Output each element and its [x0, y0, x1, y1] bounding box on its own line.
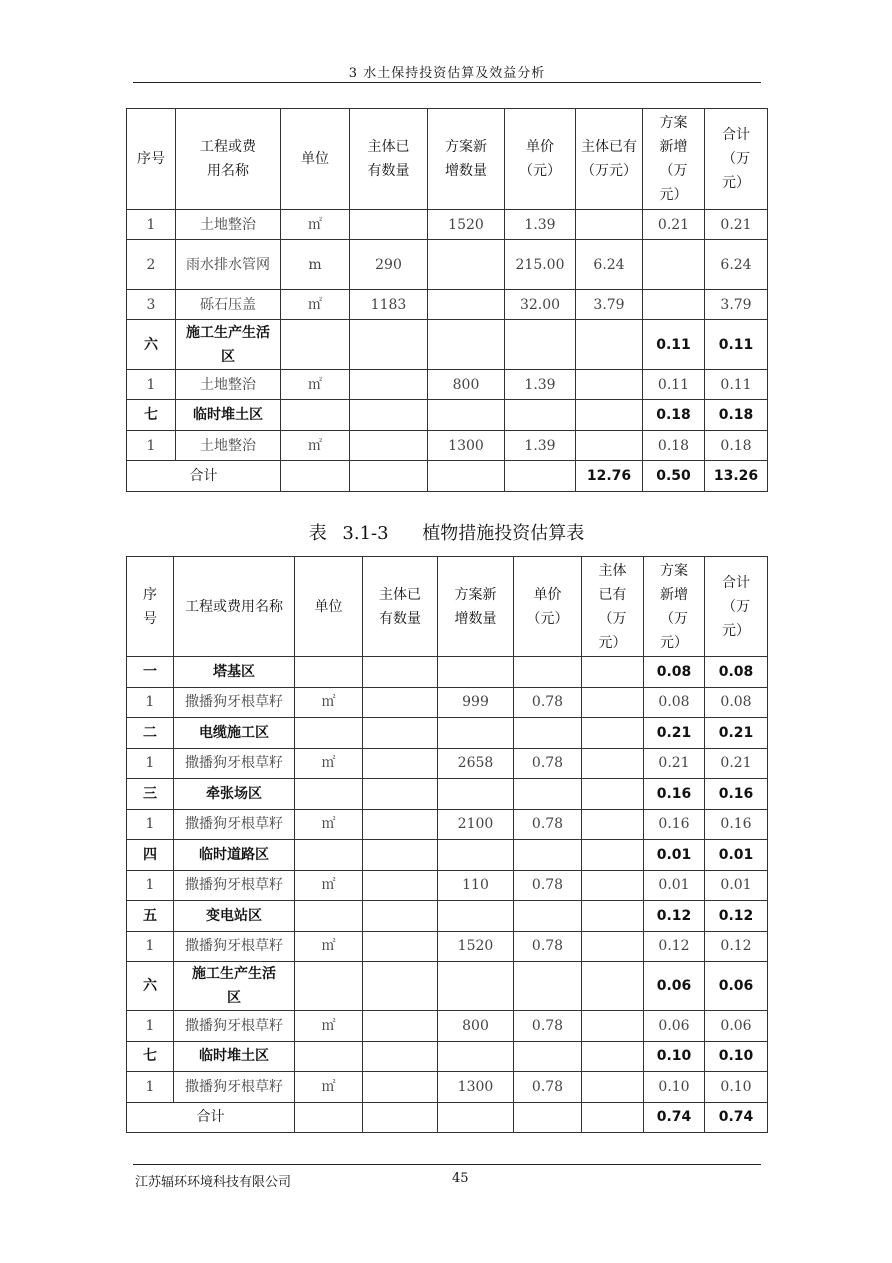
header-cell: 方案新增数量 — [438, 557, 514, 657]
row-name: 塔基区 — [174, 657, 295, 688]
row-name: 撒播狗牙根草籽 — [174, 931, 295, 962]
header-cell: 方案新增数量 — [428, 109, 505, 210]
total-label: 合计 — [127, 461, 281, 492]
row-unit — [295, 657, 363, 688]
row-unit — [295, 779, 363, 810]
row-existing-cost — [582, 809, 644, 840]
row-existing-cost: 3.79 — [576, 290, 643, 320]
row-new-qty — [438, 657, 514, 688]
row-new-qty: 1520 — [428, 210, 505, 240]
row-total: 0.08 — [705, 657, 768, 688]
row-total: 0.10 — [705, 1072, 768, 1103]
footer-company: 江苏辐环环境科技有限公司 — [135, 1175, 292, 1190]
page-number: 45 — [452, 1171, 469, 1186]
row-unit: m — [281, 240, 350, 290]
row-total: 0.11 — [705, 370, 768, 400]
header-cell: 方案新增（万元） — [643, 109, 705, 210]
row-new-cost: 0.12 — [644, 901, 705, 932]
row-total: 0.06 — [705, 962, 768, 1011]
header-cell: 工程或费用名称 — [176, 109, 281, 210]
row-new-qty: 110 — [438, 870, 514, 901]
row-new-cost: 0.21 — [643, 210, 705, 240]
row-total: 6.24 — [705, 240, 768, 290]
row-total: 0.16 — [705, 779, 768, 810]
row-name: 撒播狗牙根草籽 — [174, 687, 295, 718]
footer-divider — [133, 1164, 761, 1165]
section-total: 0.18 — [705, 400, 768, 431]
row-new-cost: 0.08 — [644, 687, 705, 718]
row-price — [505, 400, 576, 431]
header-cell: 主体已有数量 — [350, 109, 428, 210]
row-number: 1 — [127, 370, 176, 400]
header-cell: 序号 — [127, 109, 176, 210]
row-total: 0.01 — [705, 840, 768, 871]
row-total: 0.12 — [705, 931, 768, 962]
row-number: 一 — [127, 657, 174, 688]
row-total: 3.79 — [705, 290, 768, 320]
row-new-cost: 0.18 — [643, 431, 705, 461]
table-row — [127, 370, 768, 400]
row-unit — [295, 901, 363, 932]
row-existing-qty — [363, 870, 438, 901]
row-price: 0.78 — [514, 870, 582, 901]
row-existing-cost — [582, 779, 644, 810]
row-existing-qty — [363, 1072, 438, 1103]
row-new-cost: 0.10 — [644, 1041, 705, 1072]
row-existing-cost — [576, 400, 643, 431]
row-unit — [295, 840, 363, 871]
section-new-cost: 0.18 — [643, 400, 705, 431]
row-number: 五 — [127, 901, 174, 932]
row-new-qty — [428, 290, 505, 320]
row-unit: ㎡ — [295, 870, 363, 901]
row-number: 1 — [127, 931, 174, 962]
header-cell: 单价（元） — [505, 109, 576, 210]
empty-cell — [438, 1102, 514, 1132]
section-total: 0.11 — [705, 320, 768, 370]
row-name: 撒播狗牙根草籽 — [174, 748, 295, 779]
row-existing-qty — [350, 370, 428, 400]
table-row — [127, 431, 768, 461]
row-unit — [295, 962, 363, 1011]
row-new-cost — [643, 240, 705, 290]
header-cell: 单位 — [281, 109, 350, 210]
row-total: 0.01 — [705, 870, 768, 901]
row-unit — [295, 1041, 363, 1072]
header-cell: 单价（元） — [514, 557, 582, 657]
row-name: 临时道路区 — [174, 840, 295, 871]
row-new-cost: 0.01 — [644, 840, 705, 871]
row-existing-qty — [363, 748, 438, 779]
total-sum: 0.74 — [705, 1102, 768, 1132]
row-unit: ㎡ — [295, 687, 363, 718]
row-number: 1 — [127, 748, 174, 779]
row-total: 0.21 — [705, 748, 768, 779]
empty-cell — [363, 1102, 438, 1132]
row-name: 砾石压盖 — [176, 290, 281, 320]
section-new-cost: 0.11 — [643, 320, 705, 370]
total-label: 合计 — [127, 1102, 295, 1132]
row-new-cost: 0.21 — [644, 748, 705, 779]
row-name: 撒播狗牙根草籽 — [174, 1072, 295, 1103]
row-total: 0.06 — [705, 1011, 768, 1042]
row-name: 雨水排水管网 — [176, 240, 281, 290]
row-existing-qty: 1183 — [350, 290, 428, 320]
row-total: 0.21 — [705, 718, 768, 749]
section-row — [127, 779, 768, 810]
row-price — [514, 657, 582, 688]
row-new-cost — [643, 290, 705, 320]
row-price: 1.39 — [505, 431, 576, 461]
total-new-cost: 0.74 — [644, 1102, 705, 1132]
section-number: 六 — [127, 320, 176, 370]
section-row — [127, 657, 768, 688]
row-existing-cost — [582, 687, 644, 718]
table-row — [127, 240, 768, 290]
row-new-qty: 800 — [428, 370, 505, 400]
row-unit — [281, 320, 350, 370]
row-price — [514, 962, 582, 1011]
row-new-qty: 2100 — [438, 809, 514, 840]
empty-cell — [505, 461, 576, 492]
header-cell: 合计（万元） — [705, 109, 768, 210]
empty-cell — [582, 1102, 644, 1132]
row-unit — [295, 718, 363, 749]
row-total: 0.16 — [705, 809, 768, 840]
row-existing-cost — [582, 901, 644, 932]
table-row — [127, 1011, 768, 1042]
section-row — [127, 1041, 768, 1072]
row-existing-cost — [582, 657, 644, 688]
page-header-title: 3 水土保持投资估算及效益分析 — [348, 66, 546, 81]
row-unit — [281, 400, 350, 431]
row-existing-cost — [582, 931, 644, 962]
empty-cell — [350, 461, 428, 492]
section-row — [127, 840, 768, 871]
row-number: 三 — [127, 779, 174, 810]
table-row — [127, 1072, 768, 1103]
row-new-qty — [438, 779, 514, 810]
row-unit: ㎡ — [295, 748, 363, 779]
header-divider — [133, 82, 761, 83]
table-caption: 表 3.1-3 植物措施投资估算表 — [308, 523, 585, 544]
row-existing-qty — [350, 431, 428, 461]
header-cell: 单位 — [295, 557, 363, 657]
row-name: 施工生产生活区 — [174, 962, 295, 1011]
row-existing-qty — [363, 840, 438, 871]
row-price — [514, 718, 582, 749]
section-row — [127, 901, 768, 932]
row-number: 六 — [127, 962, 174, 1011]
empty-cell — [514, 1102, 582, 1132]
row-price — [514, 901, 582, 932]
section-number: 七 — [127, 400, 176, 431]
row-name: 土地整治 — [176, 431, 281, 461]
header-cell: 主体已有数量 — [363, 557, 438, 657]
row-new-cost: 0.11 — [643, 370, 705, 400]
row-unit: ㎡ — [295, 1011, 363, 1042]
row-new-qty — [428, 240, 505, 290]
row-name: 撒播狗牙根草籽 — [174, 870, 295, 901]
row-new-cost: 0.01 — [644, 870, 705, 901]
row-price: 1.39 — [505, 210, 576, 240]
row-new-cost: 0.08 — [644, 657, 705, 688]
row-total: 0.18 — [705, 431, 768, 461]
row-existing-qty — [363, 779, 438, 810]
row-existing-qty — [350, 210, 428, 240]
row-unit: ㎡ — [295, 931, 363, 962]
row-price: 0.78 — [514, 748, 582, 779]
table-row — [127, 687, 768, 718]
row-price: 1.39 — [505, 370, 576, 400]
header-cell: 主体已有（万元） — [582, 557, 644, 657]
row-new-qty: 2658 — [438, 748, 514, 779]
row-number: 四 — [127, 840, 174, 871]
empty-cell — [281, 461, 350, 492]
row-existing-qty — [363, 718, 438, 749]
row-unit: ㎡ — [281, 210, 350, 240]
row-unit: ㎡ — [281, 431, 350, 461]
section-name: 临时堆土区 — [176, 400, 281, 431]
row-new-cost: 0.06 — [644, 962, 705, 1011]
row-existing-cost — [582, 870, 644, 901]
row-new-qty — [428, 400, 505, 431]
row-existing-cost — [576, 210, 643, 240]
row-new-qty — [438, 901, 514, 932]
engineering-measures-table — [126, 108, 768, 492]
row-new-cost: 0.16 — [644, 779, 705, 810]
row-price — [514, 779, 582, 810]
row-existing-cost — [582, 840, 644, 871]
row-price — [505, 320, 576, 370]
row-number: 2 — [127, 240, 176, 290]
total-new-cost: 0.50 — [643, 461, 705, 492]
row-name: 变电站区 — [174, 901, 295, 932]
row-name: 土地整治 — [176, 370, 281, 400]
total-existing-cost: 12.76 — [576, 461, 643, 492]
row-number: 七 — [127, 1041, 174, 1072]
row-existing-qty — [363, 901, 438, 932]
row-existing-cost: 6.24 — [576, 240, 643, 290]
row-price: 0.78 — [514, 687, 582, 718]
row-new-qty: 1300 — [428, 431, 505, 461]
row-existing-qty — [363, 687, 438, 718]
row-number: 1 — [127, 870, 174, 901]
section-row — [127, 718, 768, 749]
row-unit: ㎡ — [295, 809, 363, 840]
table-row — [127, 870, 768, 901]
row-new-cost: 0.16 — [644, 809, 705, 840]
row-existing-cost — [582, 1011, 644, 1042]
row-number: 二 — [127, 718, 174, 749]
row-existing-cost — [576, 370, 643, 400]
row-number: 1 — [127, 210, 176, 240]
section-row — [127, 400, 768, 431]
row-price: 215.00 — [505, 240, 576, 290]
row-price: 0.78 — [514, 931, 582, 962]
row-new-cost: 0.10 — [644, 1072, 705, 1103]
table-row — [127, 809, 768, 840]
row-new-cost: 0.21 — [644, 718, 705, 749]
row-existing-cost — [576, 431, 643, 461]
row-existing-qty — [363, 809, 438, 840]
row-number: 1 — [127, 431, 176, 461]
row-name: 牵张场区 — [174, 779, 295, 810]
row-new-qty — [428, 320, 505, 370]
row-existing-cost — [582, 748, 644, 779]
header-cell: 方案新增（万元） — [644, 557, 705, 657]
row-existing-qty: 290 — [350, 240, 428, 290]
header-cell: 合计（万元） — [705, 557, 768, 657]
row-name: 电缆施工区 — [174, 718, 295, 749]
row-price — [514, 1041, 582, 1072]
row-new-qty — [438, 962, 514, 1011]
row-existing-qty — [363, 1041, 438, 1072]
section-row — [127, 320, 768, 370]
row-new-cost: 0.06 — [644, 1011, 705, 1042]
row-total: 0.12 — [705, 901, 768, 932]
header-cell: 工程或费用名称 — [174, 557, 295, 657]
section-name: 施工生产生活区 — [176, 320, 281, 370]
row-price — [514, 840, 582, 871]
row-new-qty — [438, 1041, 514, 1072]
total-row — [127, 461, 768, 492]
section-row — [127, 962, 768, 1011]
row-existing-cost — [582, 1041, 644, 1072]
row-name: 撒播狗牙根草籽 — [174, 809, 295, 840]
row-total: 0.10 — [705, 1041, 768, 1072]
row-number: 1 — [127, 1072, 174, 1103]
row-price: 32.00 — [505, 290, 576, 320]
row-existing-cost — [582, 718, 644, 749]
row-unit: ㎡ — [295, 1072, 363, 1103]
row-price: 0.78 — [514, 809, 582, 840]
row-new-qty — [438, 840, 514, 871]
row-number: 1 — [127, 687, 174, 718]
row-name: 撒播狗牙根草籽 — [174, 1011, 295, 1042]
row-unit: ㎡ — [281, 290, 350, 320]
row-name: 土地整治 — [176, 210, 281, 240]
row-existing-qty — [350, 320, 428, 370]
row-new-qty: 1520 — [438, 931, 514, 962]
table-header-row — [127, 557, 768, 657]
plant-measures-table — [126, 556, 768, 1133]
table-row — [127, 748, 768, 779]
row-new-qty: 800 — [438, 1011, 514, 1042]
row-existing-cost — [576, 320, 643, 370]
row-total: 0.08 — [705, 687, 768, 718]
row-existing-cost — [582, 962, 644, 1011]
row-new-qty: 999 — [438, 687, 514, 718]
table-row — [127, 210, 768, 240]
row-number: 1 — [127, 1011, 174, 1042]
row-total: 0.21 — [705, 210, 768, 240]
row-existing-cost — [582, 1072, 644, 1103]
row-existing-qty — [363, 931, 438, 962]
row-number: 1 — [127, 809, 174, 840]
table-row — [127, 290, 768, 320]
row-unit: ㎡ — [281, 370, 350, 400]
empty-cell — [295, 1102, 363, 1132]
row-existing-qty — [363, 962, 438, 1011]
row-existing-qty — [363, 657, 438, 688]
total-row — [127, 1102, 768, 1132]
row-existing-qty — [350, 400, 428, 431]
table-header-row — [127, 109, 768, 210]
row-new-cost: 0.12 — [644, 931, 705, 962]
row-price: 0.78 — [514, 1011, 582, 1042]
row-price: 0.78 — [514, 1072, 582, 1103]
row-new-qty — [438, 718, 514, 749]
row-name: 临时堆土区 — [174, 1041, 295, 1072]
header-cell: 序号 — [127, 557, 174, 657]
header-cell: 主体已有（万元） — [576, 109, 643, 210]
table-row — [127, 931, 768, 962]
empty-cell — [428, 461, 505, 492]
row-number: 3 — [127, 290, 176, 320]
total-sum: 13.26 — [705, 461, 768, 492]
row-existing-qty — [363, 1011, 438, 1042]
row-new-qty: 1300 — [438, 1072, 514, 1103]
